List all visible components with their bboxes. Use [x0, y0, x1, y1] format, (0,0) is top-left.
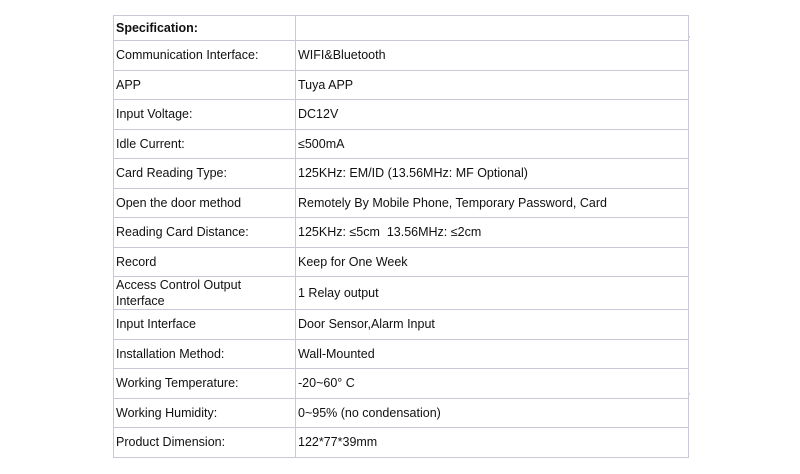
- row-label: Idle Current:: [114, 129, 296, 159]
- row-label: Access Control Output Interface: [114, 277, 296, 310]
- row-label: Product Dimension:: [114, 428, 296, 458]
- table-row: [114, 428, 689, 458]
- row-value: 125KHz: EM/ID (13.56MHz: MF Optional): [296, 159, 689, 189]
- table-row: [114, 398, 689, 428]
- table-row: [114, 159, 689, 189]
- row-value: 125KHz: ≤5cm 13.56MHz: ≤2cm: [296, 218, 689, 248]
- edge-mark: [688, 36, 690, 38]
- row-value: ≤500mA: [296, 129, 689, 159]
- row-value: 1 Relay output: [296, 277, 689, 310]
- row-label: Record: [114, 247, 296, 277]
- row-value: 122*77*39mm: [296, 428, 689, 458]
- row-label: Working Temperature:: [114, 369, 296, 399]
- row-label: Working Humidity:: [114, 398, 296, 428]
- row-value: DC12V: [296, 100, 689, 130]
- edge-mark: [688, 393, 690, 395]
- table-row: [114, 247, 689, 277]
- table-row: [114, 310, 689, 340]
- table-row: [114, 100, 689, 130]
- row-value: 0~95% (no condensation): [296, 398, 689, 428]
- table-row: [114, 218, 689, 248]
- table-row: [114, 129, 689, 159]
- row-value: -20~60° C: [296, 369, 689, 399]
- row-value: Door Sensor,Alarm Input: [296, 310, 689, 340]
- row-value: Wall-Mounted: [296, 339, 689, 369]
- table-row: [114, 277, 689, 310]
- table-row: [114, 188, 689, 218]
- table-header-row: [114, 16, 689, 41]
- row-label: APP: [114, 70, 296, 100]
- row-value: WIFI&Bluetooth: [296, 41, 689, 71]
- table-row: [114, 339, 689, 369]
- row-label: Open the door method: [114, 188, 296, 218]
- spec-title: Specification:: [114, 16, 296, 41]
- row-value: Remotely By Mobile Phone, Temporary Password, Card: [296, 188, 689, 218]
- row-label: Reading Card Distance:: [114, 218, 296, 248]
- row-label: Input Voltage:: [114, 100, 296, 130]
- row-label: Communication Interface:: [114, 41, 296, 71]
- table-row: [114, 369, 689, 399]
- specification-table: [113, 15, 689, 458]
- header-empty-cell: [296, 16, 689, 41]
- row-value: Tuya APP: [296, 70, 689, 100]
- row-label: Card Reading Type:: [114, 159, 296, 189]
- table-row: [114, 41, 689, 71]
- row-label: Installation Method:: [114, 339, 296, 369]
- table-row: [114, 70, 689, 100]
- row-value: Keep for One Week: [296, 247, 689, 277]
- row-label: Input Interface: [114, 310, 296, 340]
